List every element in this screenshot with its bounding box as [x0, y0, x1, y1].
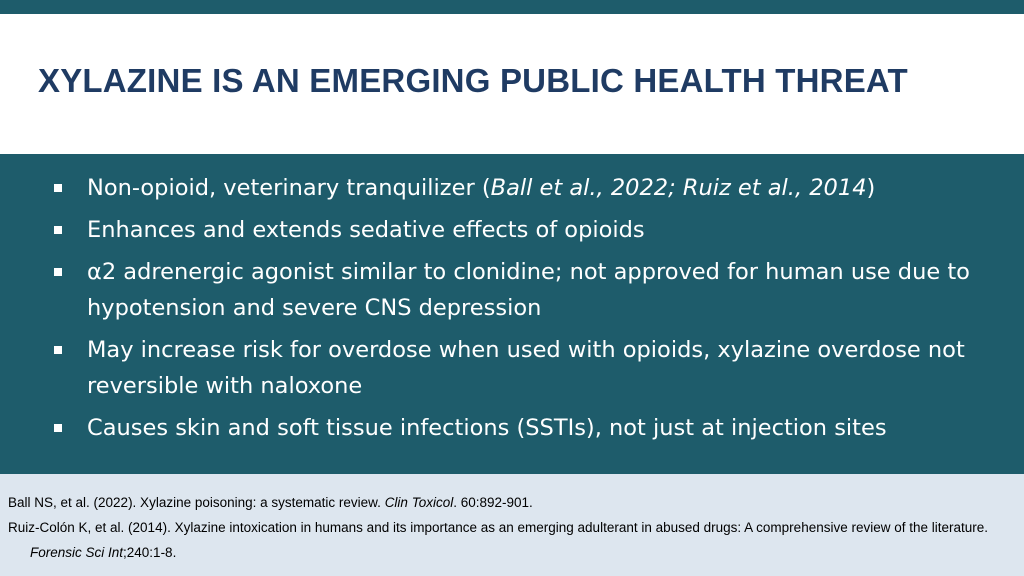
reference-details: ;240:1-8. — [123, 545, 177, 560]
square-bullet-icon — [54, 346, 62, 354]
square-bullet-icon — [54, 268, 62, 276]
bullet-text: α2 adrenergic agonist similar to clonidine; not approved for human use due to hypotension and severe CNS depression — [87, 259, 970, 321]
bullet-list — [52, 170, 992, 452]
bullet-item — [52, 254, 992, 326]
reference-text: Ball NS, et al. (2022). Xylazine poisoning: a systematic review. — [8, 495, 385, 510]
bullet-text-end: ) — [866, 175, 876, 201]
reference-journal: Forensic Sci Int — [30, 545, 124, 560]
reference-journal: Clin Toxicol — [384, 495, 454, 510]
bullet-text: Enhances and extends sedative effects of opioids — [87, 217, 645, 243]
reference-text: Ruiz-Colón K, et al. (2014). Xylazine intoxication in humans and its importance as an emerging adulterant in abused drugs: A comprehensive review of the literature. — [8, 520, 989, 535]
square-bullet-icon — [54, 184, 62, 192]
reference-item — [8, 490, 1008, 515]
bullet-text: Non-opioid, veterinary tranquilizer ( — [87, 175, 491, 201]
references — [8, 490, 1008, 565]
bullet-item — [52, 410, 992, 446]
bullet-item — [52, 332, 992, 404]
bullet-citation: Ball et al., 2022; Ruiz et al., 2014 — [490, 175, 867, 201]
bullet-item — [52, 170, 992, 206]
reference-details: . 60:892-901. — [453, 495, 533, 510]
reference-item — [8, 515, 1008, 565]
bullet-text: May increase risk for overdose when used with opioids, xylazine overdose not reversible with naloxone — [87, 337, 965, 399]
bullet-item — [52, 212, 992, 248]
slide-title: XYLAZINE IS AN EMERGING PUBLIC HEALTH THREAT — [38, 62, 908, 99]
top-accent-bar — [0, 0, 1024, 14]
bullet-text: Causes skin and soft tissue infections (SSTIs), not just at injection sites — [87, 415, 887, 441]
square-bullet-icon — [54, 424, 62, 432]
square-bullet-icon — [54, 226, 62, 234]
